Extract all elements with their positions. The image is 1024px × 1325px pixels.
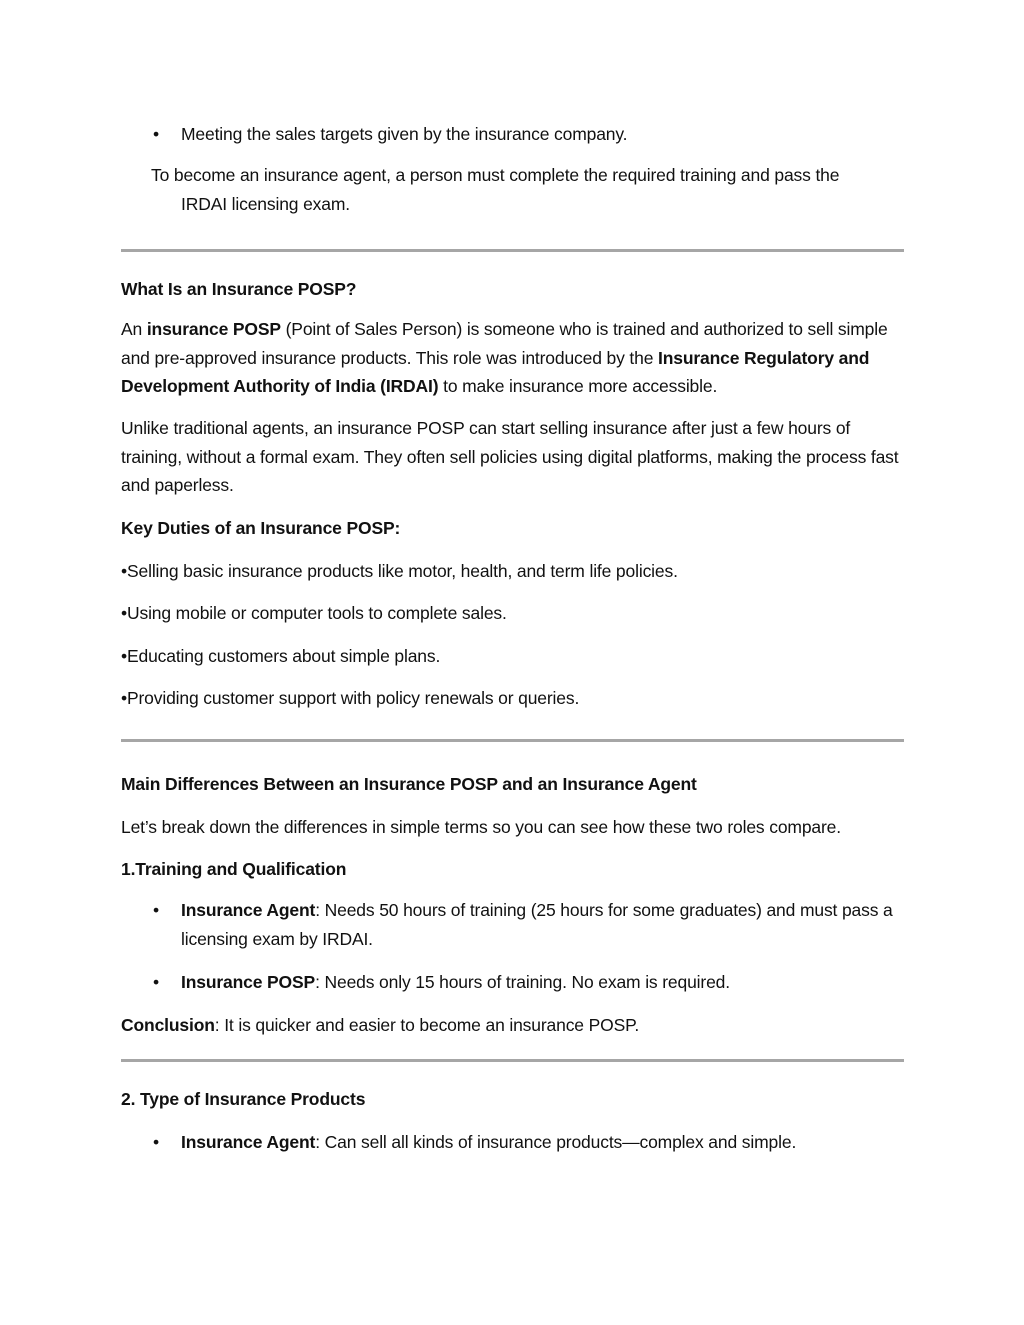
- bullet-marker: •: [153, 900, 159, 920]
- agent-label: Insurance Agent: [181, 1132, 316, 1152]
- bullet-marker: •: [153, 1132, 159, 1152]
- section-divider: [121, 249, 904, 252]
- duty-item: •Educating customers about simple plans.: [121, 646, 441, 666]
- section-divider: [121, 1059, 904, 1062]
- section-divider: [121, 739, 904, 742]
- become-agent-text: To become an insurance agent, a person must complete the required training and pass the IRDAI licensing exam.: [151, 165, 840, 214]
- posp-p1-c: (Point of Sales Person) is someone who is trained and authorized to sell simple and pre-approved insurance products. This role was introduced by the: [121, 319, 888, 368]
- bullet-marker: •: [153, 972, 159, 992]
- duty-item: •Selling basic insurance products like motor, health, and term life policies.: [121, 561, 678, 581]
- posp-p1-e: to make insurance more accessible.: [438, 376, 718, 396]
- posp-p1-irdai: Insurance Regulatory and Development Authority of India (IRDAI): [121, 347, 870, 396]
- bullet-meeting-targets: Meeting the sales targets given by the insurance company.: [181, 124, 628, 144]
- posp-label: Insurance POSP: [181, 972, 316, 992]
- conclusion-text: : It is quicker and easier to become an insurance POSP.: [214, 1015, 640, 1035]
- agent-training-text: : Needs 50 hours of training (25 hours for some graduates) and must pass a licensing exam by IRDAI.: [181, 900, 893, 949]
- agent-products-item: [181, 1128, 901, 1157]
- posp-p1-a: An: [121, 319, 147, 339]
- posp-heading: What Is an Insurance POSP?: [121, 279, 357, 299]
- agent-label: Insurance Agent: [181, 900, 316, 920]
- posp-duties-heading: Key Duties of an Insurance POSP:: [121, 518, 401, 538]
- conclusion-line: [121, 1011, 911, 1040]
- duty-item: •Providing customer support with policy renewals or queries.: [121, 688, 580, 708]
- conclusion-label: Conclusion: [121, 1015, 215, 1035]
- duty-item: •Using mobile or computer tools to complete sales.: [121, 603, 507, 623]
- differences-heading: Main Differences Between an Insurance POSP and an Insurance Agent: [121, 774, 697, 794]
- posp-training-text: : Needs only 15 hours of training. No exam is required.: [315, 972, 730, 992]
- become-agent-paragraph: [151, 161, 871, 218]
- posp-unlike-agents-paragraph: Unlike traditional agents, an insurance POSP can start selling insurance after just a few hours of training, without a formal exam. They often sell policies using digital platforms, making the process fast and paperless.: [121, 418, 899, 495]
- products-heading: 2. Type of Insurance Products: [121, 1089, 366, 1109]
- bullet-marker: •: [153, 124, 159, 144]
- posp-p1-term: insurance POSP: [146, 319, 281, 339]
- agent-training-item: [181, 896, 901, 953]
- posp-definition-paragraph: [121, 315, 911, 401]
- posp-training-item: [181, 968, 901, 997]
- training-heading: 1.Training and Qualification: [121, 859, 347, 879]
- agent-products-text: : Can sell all kinds of insurance products—complex and simple.: [315, 1132, 797, 1152]
- differences-intro: Let’s break down the differences in simple terms so you can see how these two roles compare.: [121, 817, 841, 837]
